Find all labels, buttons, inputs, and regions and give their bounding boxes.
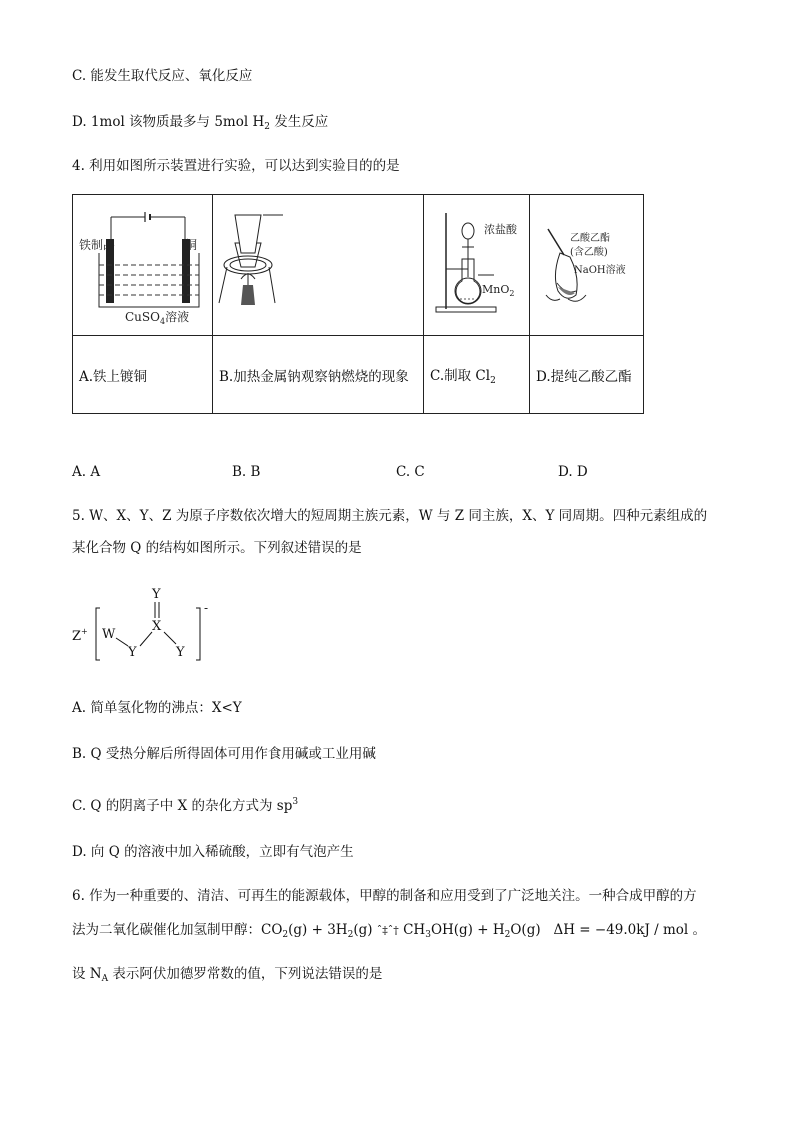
electroplating-figure	[73, 195, 212, 331]
q5-option-a: A. 简单氢化物的沸点：X<Y	[72, 700, 242, 716]
separatory-funnel-figure	[530, 195, 643, 331]
struct-w: W	[102, 627, 116, 642]
fig-d-label1: 乙酸乙酯	[570, 233, 610, 244]
fig-d-label3: NaOH溶液	[574, 265, 626, 276]
struct-right-y: Y	[176, 645, 185, 660]
q3-option-d-sub: 2	[264, 122, 270, 132]
q6-line3: 设 $N_A$ 表示阿伏加德罗常数的值，下列说法错误的是	[72, 966, 383, 984]
struct-cation: Z	[72, 629, 82, 644]
fig-a-solution-label: CuSO$_4$溶液	[125, 310, 190, 326]
caption-b: B.加热金属钠观察钠燃烧的现象	[213, 336, 424, 414]
q4-apparatus-table	[72, 194, 644, 414]
q4-answer-b: B. B	[232, 464, 261, 480]
q3-option-d-text: D. 1mol 该物质最多与 5mol H	[72, 114, 265, 130]
caption-d: D.提纯乙酸乙酯	[530, 336, 644, 414]
chlorine-generator-figure	[424, 195, 529, 331]
q4-answer-a: A. A	[72, 464, 101, 480]
fig-c-cell	[424, 195, 530, 336]
q4-answer-d: D. D	[558, 464, 588, 480]
caption-c: C.制取 $Cl_2$	[424, 336, 530, 414]
q5-stem-line2: 某化合物 Q 的结构如图所示。下列叙述错误的是	[72, 540, 362, 556]
sodium-burning-figure	[213, 195, 423, 331]
struct-top-y: Y	[152, 587, 161, 602]
struct-cation-charge: +	[81, 627, 88, 636]
q5-option-b: B. Q 受热分解后所得固体可用作食用碱或工业用碱	[72, 746, 376, 762]
fig-a-left-label: 铁制品	[79, 238, 116, 252]
struct-left-y: Y	[128, 645, 137, 660]
q3-option-d	[72, 112, 328, 137]
q3-option-c: C. 能发生取代反应、氧化反应	[72, 68, 253, 84]
q5-option-c: C. Q 的阴离子中 X 的杂化方式为 $sp^3$	[72, 797, 299, 814]
fig-a-right-label: 铜	[185, 238, 198, 252]
q5-structure	[66, 580, 226, 670]
caption-a: A.铁上镀铜	[73, 336, 213, 414]
struct-center-x: X	[152, 619, 162, 634]
fig-a-cell	[73, 195, 213, 336]
q6-line1: 6. 作为一种重要的、清洁、可再生的能源载体，甲醇的制备和应用受到了广泛地关注。一种合成甲醇的方	[72, 888, 697, 904]
struct-anion-charge: -	[204, 601, 209, 615]
q5-option-d: D. 向 Q 的溶液中加入稀硫酸，立即有气泡产生	[72, 844, 354, 860]
q4-stem: 4. 利用如图所示装置进行实验，可以达到实验目的的是	[72, 158, 400, 174]
fig-b-cell	[213, 195, 424, 336]
q5-stem-line1: 5. W、X、Y、Z 为原子序数依次增大的短周期主族元素，W 与 Z 同主族，X、Y 同周期。四种元素组成的	[72, 508, 708, 524]
q4-answer-c: C. C	[396, 464, 425, 480]
fig-c-bottom-label: MnO$_2$	[482, 283, 515, 298]
fig-c-top-label: 浓盐酸	[484, 223, 517, 236]
q6-equation: $CO_2(g) + 3H_2(g)$ ˆ‡ˆ† $CH_3OH(g) + H_2O(g)$ ΔH = −49.0kJ / mol	[261, 922, 689, 940]
q3-option-d-post: 发生反应	[269, 114, 329, 130]
fig-d-cell	[530, 195, 644, 336]
q6-line2: 法为二氧化碳催化加氢制甲醇：$CO_2(g) + 3H_2(g)$ ˆ‡ˆ† $CH_3OH(g) + H_2O(g)$ ΔH = −49.0kJ / mol 。	[72, 922, 707, 940]
fig-d-label2: (含乙酸)	[570, 247, 608, 258]
svg-text:Z+	[72, 627, 88, 644]
